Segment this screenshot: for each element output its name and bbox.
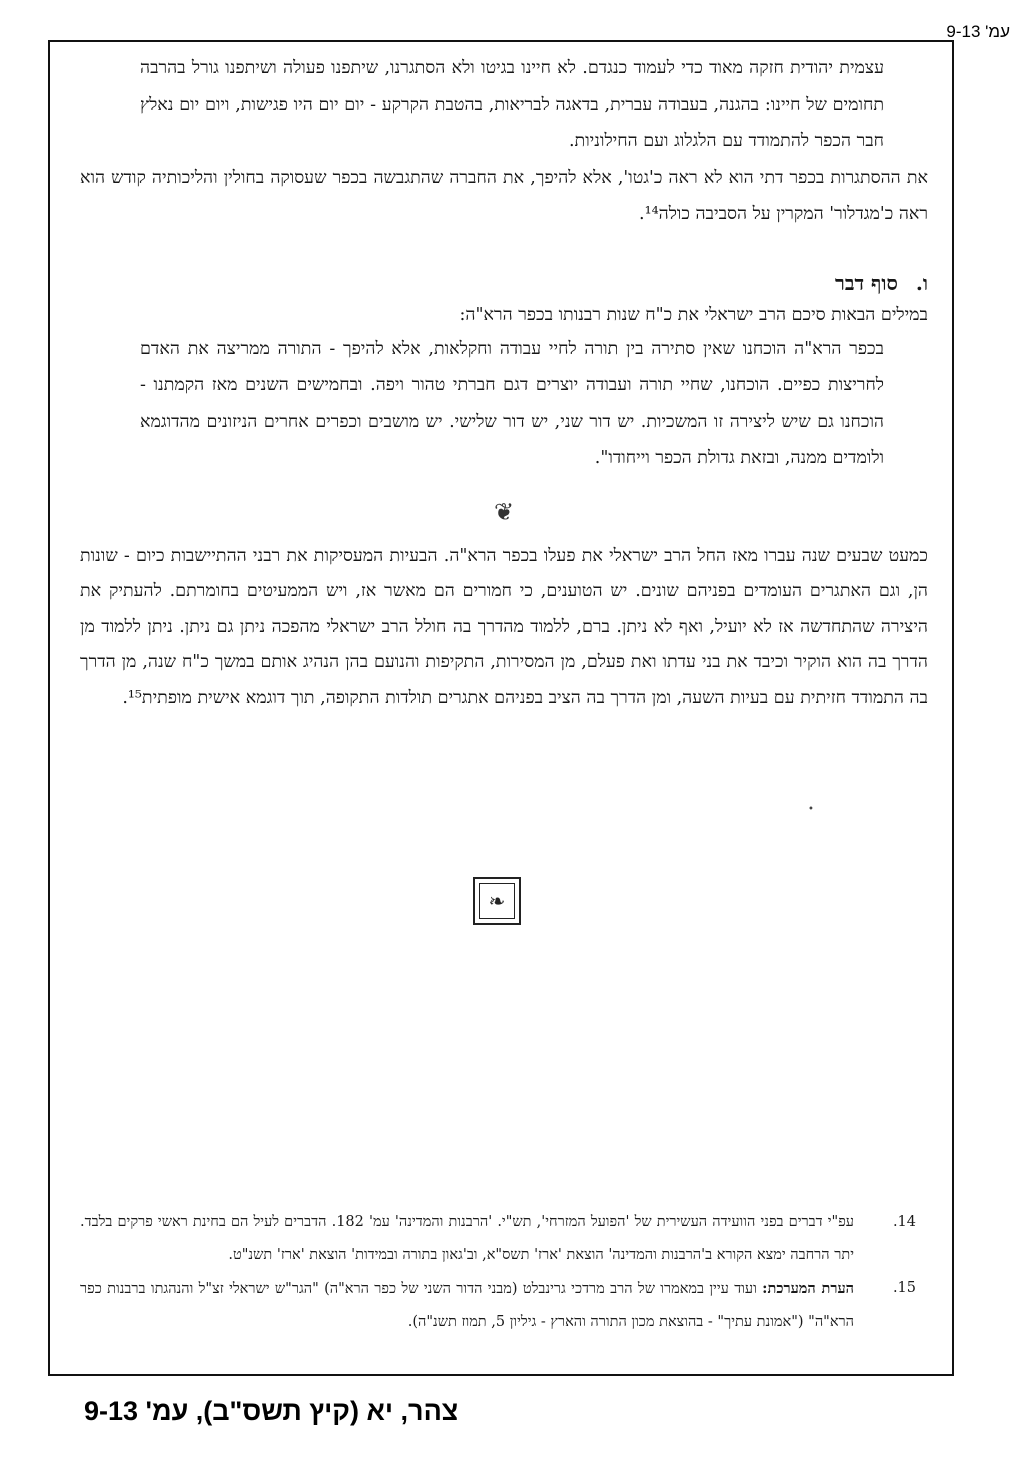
section-number: ו.	[915, 270, 928, 295]
quote-intro: במילים הבאות סיכם הרב ישראלי את כ"ח שנות רבנותו בכפר הרא"ה:	[459, 304, 928, 325]
source-caption: צהר, יא (קיץ תשס"ב), עמ' 9-13	[84, 1396, 459, 1426]
footnote-number: 15.	[892, 1280, 916, 1296]
footnote-14	[80, 1206, 916, 1272]
leaf-ornament-icon: ❦	[493, 497, 515, 526]
footnote-bold-label: הערת המערכת:	[762, 1280, 855, 1297]
footnote-text: עפ"י דברים בפני הוועידה העשירית של 'הפועל המזרחי', תש"י. 'הרבנות והמדינה' עמ' 182. הדברים לעיל הם בחינת ראשי פרקים בלבד. יתר הרחבה ימצא הקורא ב'הרבנות והמדינה' הוצאת 'ארז' תשס"א, וב'גאון בתורה ובמידות' הוצאת 'ארז' תשנ"ט.	[80, 1214, 854, 1263]
scan-speck: •	[808, 804, 814, 815]
footnote-number: 14.	[892, 1214, 916, 1230]
section-heading	[80, 267, 928, 299]
section-title: סוף דבר	[835, 270, 898, 295]
emblem-box	[473, 877, 521, 925]
block-quote: בכפר הרא"ה הוכחנו שאין סתירה בין תורה לחיי עבודה וחקלאות, אלא להיפך - התורה ממריצה את האדם לחריצות כפיים. הוכחנו, שחיי תורה ועבודה יוצרים דגם חברתי טהור ויפה. ובחמישים השנים מאז הקמתנו - הוכחנו גם שיש ליצירה זו המשכיות. יש דור שני, יש דור שלישי. יש מושבים וכפרים אחרים הניזונים מהדוגמא ולומדים ממנה, ובזאת גדולת הכפר וייחודו".	[140, 338, 884, 468]
branch-emblem-icon: ❧	[479, 883, 515, 919]
paragraph-3: כמעט שבעים שנה עברו מאז החל הרב ישראלי את פעלו בכפר הרא"ה. הבעיות המעסיקות את רבני ההתיישבות כיום - שונות הן, וגם האתגרים העומדים בפניהם שונים. יש הטוענים, כי חמורים הם מאשר אז, ויש הממעיטים בחומרתם. להעתיק את היצירה שהתחדשה אז לא יועיל, ואף לא ניתן. ברם, ללמוד מהדרך בה חולל הרב ישראלי מהפכה ניתן גם ניתן. ניתן ללמוד מן הדרך בה הוא הוקיר וכיבד את בני עדתו ואת פעלם, מן המסירות, התקיפות והנועם בהן הנהיג אותם במשך כ"ח שנה, מן הדרך בה התמודד חזיתית עם בעיות השעה, ומן הדרך בה הציב בפניהם אתגרים תולדות התקופה, תוך דוגמא אישית מופתית¹⁵.	[80, 545, 928, 708]
article-body	[80, 50, 928, 716]
paragraph-2: את ההסתגרות בכפר דתי הוא לא ראה כ'גטו', אלא להיפך, את החברה שהתגבשה בכפר שעסוקה בחולין והליכותיה קודש הוא ראה כ'מגדלור' המקרין על הסביבה כולה¹⁴.	[80, 167, 928, 224]
page-label: עמ' 9-13	[946, 22, 1010, 41]
footnotes	[80, 1206, 916, 1339]
footnote-15	[80, 1272, 916, 1339]
paragraph-1: עצמית יהודית חזקה מאוד כדי לעמוד כנגדם. לא חיינו בגיטו ולא הסתגרנו, שיתפנו פעולה ושיתפנו גורל בהרבה תחומים של חיינו: בהגנה, בעבודה עברית, בדאגה לבריאות, בהטבת הקרקע - יום יום היו פגישות, ויום יום נאלץ חבר הכפר להתמודד עם הלגלוג ועם החילוניות.	[140, 58, 884, 151]
footnote-text: ועוד עיין במאמרו של הרב מרדכי גרינבלט (מבני הדור השני של כפר הרא"ה) "הגר"ש ישראלי זצ"ל והנהגתו ברבנות כפר הרא"ה" ("אמונת עתיך" - בהוצאת מכון התורה והארץ - גיליון 5, תמוז תשנ"ה).	[80, 1281, 854, 1330]
